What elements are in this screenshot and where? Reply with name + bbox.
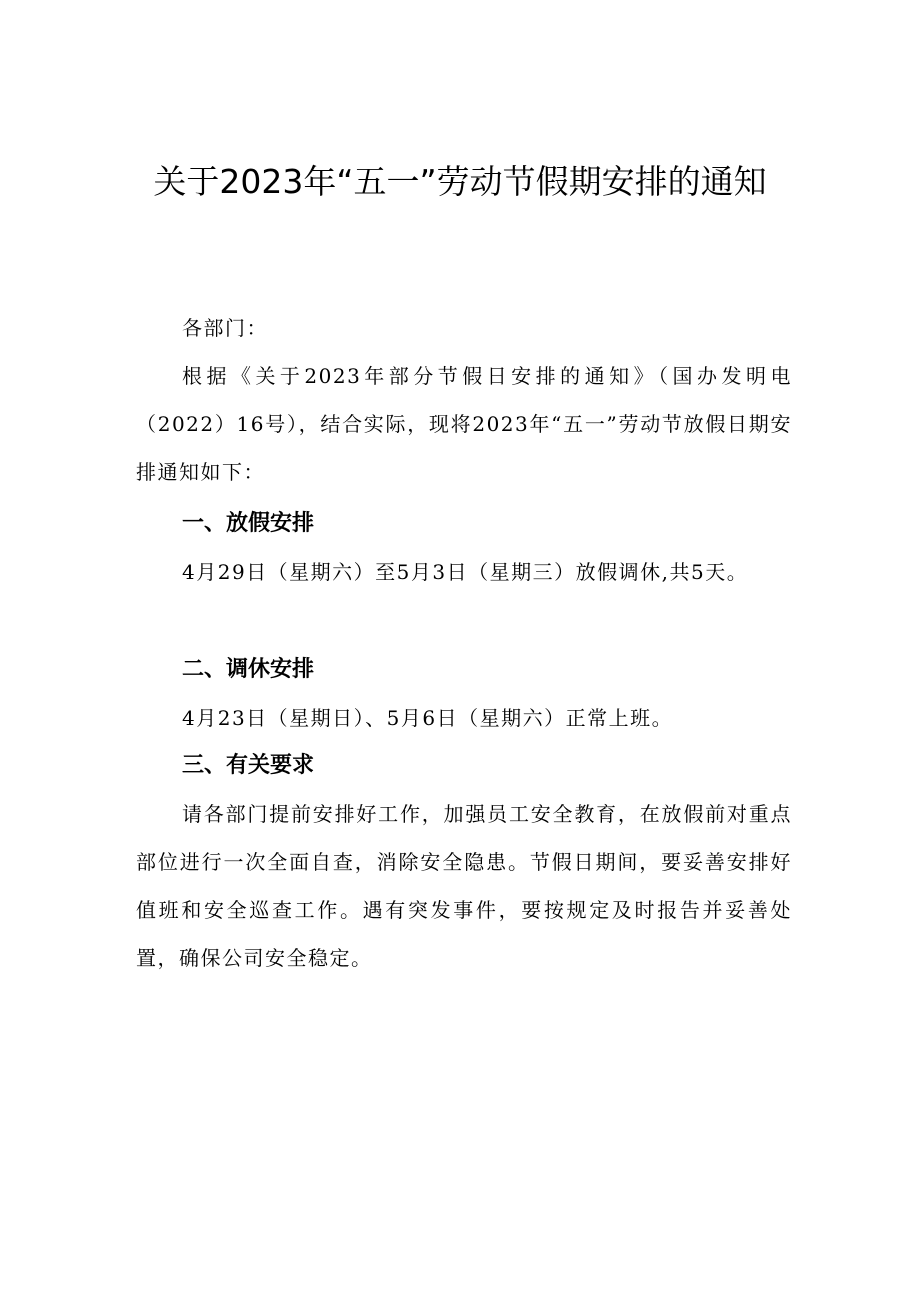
section-text-workday: 4月23日（星期日）、5月6日（星期六）正常上班。 — [182, 706, 674, 730]
intro-paragraph: 根据《关于2023年部分节假日安排的通知》（国办发明电（2022）16号），结合实际，现将2023年“五一”劳动节放假日期安排通知如下： — [136, 364, 792, 484]
section-text-holiday: 4月29日（星期六）至5月3日（星期三）放假调休,共5天。 — [182, 560, 749, 584]
page-title: 关于2023年“五一”劳动节假期安排的通知 — [153, 162, 767, 201]
salutation: 各部门： — [182, 316, 268, 340]
section-heading-workday: 二、调休安排 — [182, 657, 315, 682]
section-heading-requirements: 三、有关要求 — [182, 753, 315, 778]
section-heading-holiday: 一、放假安排 — [182, 511, 315, 536]
section-text-requirements: 请各部门提前安排好工作，加强员工安全教育，在放假前对重点部位进行一次全面自查，消除安全隐患。节假日期间，要妥善安排好值班和安全巡查工作。遇有突发事件，要按规定及时报告并妥善处置，确保公司安全稳定。 — [136, 802, 792, 970]
